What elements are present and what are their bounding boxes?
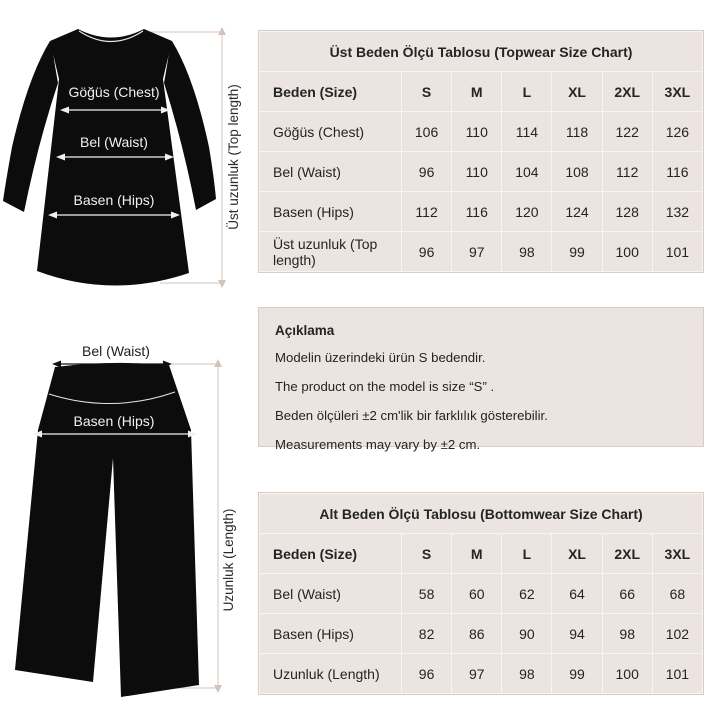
top-length-label: Üst uzunluk (Top length) (226, 84, 241, 230)
size-value-cell: 118 (552, 112, 602, 152)
topwear-size-table (259, 31, 703, 272)
size-value-cell: 62 (502, 574, 552, 614)
size-value-cell: 116 (452, 192, 502, 232)
table-row-chest (260, 112, 703, 152)
size-value-cell: 64 (552, 574, 602, 614)
size-value-cell: 101 (652, 654, 702, 694)
bottomwear-size-table-panel (258, 492, 704, 695)
table-row-waist (260, 574, 703, 614)
table-row-hips (260, 614, 703, 654)
size-value-cell: 98 (502, 654, 552, 694)
size-value-cell: 126 (652, 112, 702, 152)
topwear-measurement-diagram (0, 15, 250, 300)
size-value-cell: 98 (502, 232, 552, 272)
notes-line: Beden ölçüleri ±2 cm'lik bir farklılık gösterebilir. (275, 408, 548, 423)
hips-label: Basen (Hips) (73, 192, 155, 208)
table-row-waist (260, 152, 703, 192)
chest-label: Göğüs (Chest) (68, 84, 160, 100)
size-value-cell: 100 (602, 654, 652, 694)
size-value-cell: 114 (502, 112, 552, 152)
size-value-cell: 60 (452, 574, 502, 614)
size-value-cell: 96 (402, 654, 452, 694)
size-value-cell: 104 (502, 152, 552, 192)
header-size-3xl: 3XL (652, 534, 702, 574)
header-size-2xl: 2XL (602, 72, 652, 112)
table-title-row (260, 32, 703, 72)
size-value-cell: 100 (602, 232, 652, 272)
size-value-cell: 98 (602, 614, 652, 654)
row-label: Göğüs (Chest) (260, 112, 402, 152)
waist-label: Bel (Waist) (82, 343, 150, 359)
header-size-xl: XL (552, 72, 602, 112)
size-value-cell: 128 (602, 192, 652, 232)
size-value-cell: 110 (452, 112, 502, 152)
size-value-cell: 66 (602, 574, 652, 614)
size-value-cell: 99 (552, 232, 602, 272)
size-value-cell: 58 (402, 574, 452, 614)
header-size-xl: XL (552, 534, 602, 574)
size-value-cell: 102 (652, 614, 702, 654)
header-size-m: M (452, 534, 502, 574)
size-value-cell: 90 (502, 614, 552, 654)
size-value-cell: 132 (652, 192, 702, 232)
topwear-size-table-panel (258, 30, 704, 273)
row-label: Üst uzunluk (Top length) (260, 232, 402, 272)
size-value-cell: 97 (452, 232, 502, 272)
row-label: Basen (Hips) (260, 192, 402, 232)
header-size-l: L (502, 534, 552, 574)
table-header-row (260, 72, 703, 112)
size-value-cell: 108 (552, 152, 602, 192)
table-row-length (260, 654, 703, 694)
header-size-3xl: 3XL (652, 72, 702, 112)
size-value-cell: 124 (552, 192, 602, 232)
table-title-row (260, 494, 703, 534)
row-label: Basen (Hips) (260, 614, 402, 654)
size-value-cell: 106 (402, 112, 452, 152)
size-value-cell: 112 (602, 152, 652, 192)
size-value-cell: 94 (552, 614, 602, 654)
bottomwear-measurement-diagram (0, 330, 250, 710)
size-value-cell: 110 (452, 152, 502, 192)
row-label: Bel (Waist) (260, 152, 402, 192)
header-size-s: S (402, 72, 452, 112)
table-header-row (260, 534, 703, 574)
size-value-cell: 97 (452, 654, 502, 694)
size-value-cell: 116 (652, 152, 702, 192)
size-value-cell: 82 (402, 614, 452, 654)
notes-title: Açıklama (275, 323, 335, 338)
bottomwear-size-table (259, 493, 703, 694)
notes-line: The product on the model is size “S” . (275, 379, 495, 394)
header-size-2xl: 2XL (602, 534, 652, 574)
size-value-cell: 99 (552, 654, 602, 694)
notes-panel (258, 307, 704, 452)
header-size-label: Beden (Size) (260, 72, 402, 112)
waist-label: Bel (Waist) (80, 134, 148, 150)
size-value-cell: 96 (402, 232, 452, 272)
table-title: Üst Beden Ölçü Tablosu (Topwear Size Chart) (260, 32, 703, 72)
table-title: Alt Beden Ölçü Tablosu (Bottomwear Size Chart) (260, 494, 703, 534)
notes-line: Modelin üzerindeki ürün S bedendir. (275, 350, 486, 365)
size-value-cell: 101 (652, 232, 702, 272)
header-size-label: Beden (Size) (260, 534, 402, 574)
table-row-hips (260, 192, 703, 232)
header-size-l: L (502, 72, 552, 112)
row-label: Bel (Waist) (260, 574, 402, 614)
notes-line: Measurements may vary by ±2 cm. (275, 437, 481, 452)
length-label: Uzunluk (Length) (221, 508, 236, 612)
header-size-s: S (402, 534, 452, 574)
size-value-cell: 122 (602, 112, 652, 152)
table-row-top-length (260, 232, 703, 272)
size-value-cell: 68 (652, 574, 702, 614)
hips-label: Basen (Hips) (73, 413, 155, 429)
size-value-cell: 96 (402, 152, 452, 192)
header-size-m: M (452, 72, 502, 112)
size-value-cell: 120 (502, 192, 552, 232)
size-value-cell: 112 (402, 192, 452, 232)
size-value-cell: 86 (452, 614, 502, 654)
row-label: Uzunluk (Length) (260, 654, 402, 694)
